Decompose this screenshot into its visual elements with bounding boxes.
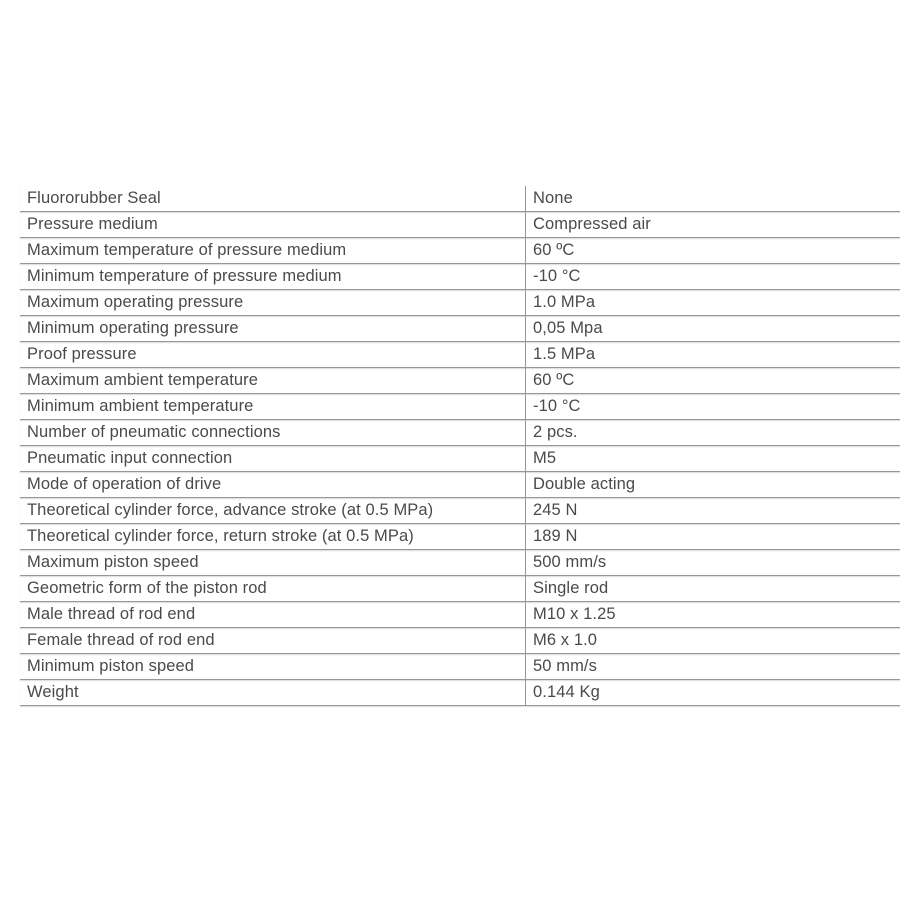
table-row — [20, 316, 900, 342]
table-row — [20, 628, 900, 654]
table-row — [20, 680, 900, 706]
spec-value: None — [525, 186, 900, 211]
spec-label: Male thread of rod end — [27, 605, 196, 623]
table-row — [20, 446, 900, 472]
spec-value: Double acting — [525, 472, 900, 497]
table-row — [20, 342, 900, 368]
table-row — [20, 186, 900, 212]
spec-label: Proof pressure — [27, 345, 137, 363]
spec-label: Minimum ambient temperature — [27, 397, 254, 415]
table-row — [20, 264, 900, 290]
spec-label: Weight — [27, 683, 79, 701]
spec-value: 60 ºC — [525, 368, 900, 393]
spec-label: Mode of operation of drive — [27, 475, 222, 493]
spec-value: 2 pcs. — [525, 420, 900, 445]
table-row — [20, 420, 900, 446]
table-row — [20, 550, 900, 576]
spec-value: 500 mm/s — [525, 550, 900, 575]
spec-value: 0,05 Mpa — [525, 316, 900, 341]
table-row — [20, 290, 900, 316]
spec-value: M5 — [525, 446, 900, 471]
spec-value: 60 ºC — [525, 238, 900, 263]
spec-value: -10 °C — [525, 394, 900, 419]
table-row — [20, 576, 900, 602]
spec-label: Number of pneumatic connections — [27, 423, 281, 441]
spec-value: 50 mm/s — [525, 654, 900, 679]
spec-value: Compressed air — [525, 212, 900, 237]
spec-value: M6 x 1.0 — [525, 628, 900, 653]
spec-label: Fluororubber Seal — [27, 189, 161, 207]
spec-value: Single rod — [525, 576, 900, 601]
table-row — [20, 394, 900, 420]
spec-value: 1.0 MPa — [525, 290, 900, 315]
spec-value: M10 x 1.25 — [525, 602, 900, 627]
spec-label: Geometric form of the piston rod — [27, 579, 267, 597]
spec-label: Minimum piston speed — [27, 657, 195, 675]
spec-label: Maximum piston speed — [27, 553, 199, 571]
spec-label: Minimum operating pressure — [27, 319, 239, 337]
spec-value: 245 N — [525, 498, 900, 523]
table-row — [20, 524, 900, 550]
spec-value: 1.5 MPa — [525, 342, 900, 367]
spec-label: Minimum temperature of pressure medium — [27, 267, 342, 285]
spec-label: Pressure medium — [27, 215, 158, 233]
spec-table — [20, 186, 900, 706]
spec-value: 189 N — [525, 524, 900, 549]
spec-value: 0.144 Kg — [525, 680, 900, 705]
table-row — [20, 498, 900, 524]
spec-label: Female thread of rod end — [27, 631, 215, 649]
spec-label: Maximum ambient temperature — [27, 371, 259, 389]
table-row — [20, 602, 900, 628]
table-row — [20, 368, 900, 394]
table-row — [20, 212, 900, 238]
spec-label: Theoretical cylinder force, advance stroke (at 0.5 MPa) — [27, 501, 434, 519]
spec-label: Theoretical cylinder force, return stroke (at 0.5 MPa) — [27, 527, 414, 545]
spec-label: Pneumatic input connection — [27, 449, 233, 467]
spec-label: Maximum temperature of pressure medium — [27, 241, 347, 259]
spec-label: Maximum operating pressure — [27, 293, 244, 311]
table-row — [20, 654, 900, 680]
table-row — [20, 472, 900, 498]
table-row — [20, 238, 900, 264]
spec-value: -10 °C — [525, 264, 900, 289]
